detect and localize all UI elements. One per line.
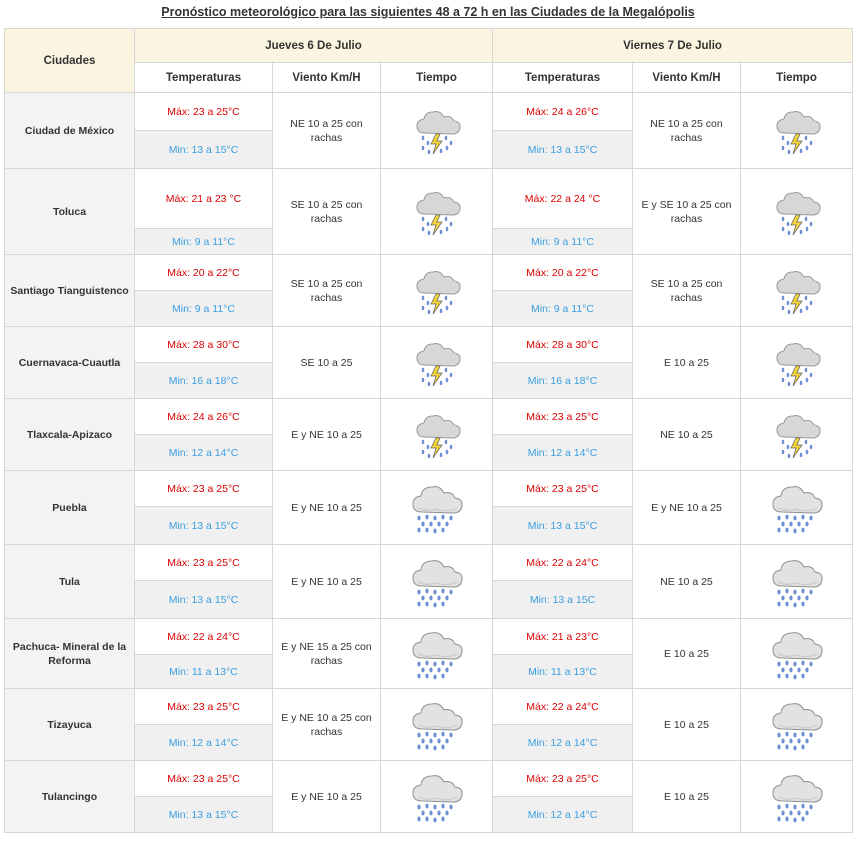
table-row (5, 619, 853, 655)
cloud-rain-lightning-icon (381, 169, 493, 255)
wind-cell: E y NE 10 a 25 (273, 399, 381, 471)
city-name: Cuernavaca-Cuautla (5, 327, 135, 399)
temp-max: Máx: 23 a 25°C (135, 471, 273, 507)
table-row (5, 327, 853, 363)
header-day1: Jueves 6 De Julio (135, 29, 493, 63)
cloud-rain-lightning-icon (381, 255, 493, 327)
temp-max: Máx: 22 a 24°C (135, 619, 273, 655)
temp-min: Min: 12 a 14°C (493, 725, 633, 761)
city-name: Tizayuca (5, 689, 135, 761)
temp-min: Min: 13 a 15°C (135, 581, 273, 619)
temp-max: Máx: 22 a 24 °C (493, 169, 633, 229)
temp-min: Min: 13 a 15°C (493, 131, 633, 169)
temp-max: Máx: 23 a 25°C (135, 545, 273, 581)
header-day2: Viernes 7 De Julio (493, 29, 853, 63)
city-name: Puebla (5, 471, 135, 545)
table-row (5, 689, 853, 725)
header-weather-day1: Tiempo (381, 63, 493, 93)
cloud-heavy-rain-icon (741, 689, 853, 761)
temp-max: Máx: 23 a 25°C (493, 471, 633, 507)
wind-cell: E 10 a 25 (633, 761, 741, 833)
temp-max: Máx: 20 a 22°C (135, 255, 273, 291)
wind-cell: NE 10 a 25 (633, 399, 741, 471)
cloud-heavy-rain-icon (381, 689, 493, 761)
cloud-heavy-rain-icon (381, 471, 493, 545)
city-name: Pachuca- Mineral de la Reforma (5, 619, 135, 689)
temp-max: Máx: 28 a 30°C (493, 327, 633, 363)
cloud-rain-lightning-icon (741, 169, 853, 255)
wind-cell: SE 10 a 25 (273, 327, 381, 399)
wind-cell: E y NE 10 a 25 (273, 471, 381, 545)
cloud-rain-lightning-icon (381, 93, 493, 169)
table-row (5, 471, 853, 507)
table-row (5, 545, 853, 581)
header-wind-day2: Viento Km/H (633, 63, 741, 93)
temp-max: Máx: 21 a 23 °C (135, 169, 273, 229)
temp-min: Min: 12 a 14°C (493, 797, 633, 833)
temp-min: Min: 12 a 14°C (135, 725, 273, 761)
temp-min: Min: 12 a 14°C (135, 435, 273, 471)
wind-cell: NE 10 a 25 con rachas (273, 93, 381, 169)
temp-min: Min: 12 a 14°C (493, 435, 633, 471)
wind-cell: SE 10 a 25 con rachas (273, 255, 381, 327)
temp-min: Min: 16 a 18°C (493, 363, 633, 399)
city-name: Tula (5, 545, 135, 619)
cloud-heavy-rain-icon (381, 545, 493, 619)
city-name: Toluca (5, 169, 135, 255)
temp-min: Min: 13 a 15°C (135, 507, 273, 545)
wind-cell: E 10 a 25 (633, 689, 741, 761)
temp-min: Min: 16 a 18°C (135, 363, 273, 399)
temp-max: Máx: 28 a 30°C (135, 327, 273, 363)
wind-cell: NE 10 a 25 (633, 545, 741, 619)
temp-min: Min: 13 a 15C (493, 581, 633, 619)
temp-min: Min: 9 a 11°C (493, 291, 633, 327)
temp-max: Máx: 20 a 22°C (493, 255, 633, 291)
table-row (5, 399, 853, 435)
wind-cell: E y NE 10 a 25 (273, 761, 381, 833)
temp-min: Min: 11 a 13°C (135, 655, 273, 689)
temp-max: Máx: 23 a 25°C (135, 93, 273, 131)
cloud-rain-lightning-icon (381, 327, 493, 399)
temp-min: Min: 9 a 11°C (135, 229, 273, 255)
cloud-rain-lightning-icon (741, 399, 853, 471)
wind-cell: E y NE 15 a 25 con rachas (273, 619, 381, 689)
temp-max: Máx: 24 a 26°C (493, 93, 633, 131)
temp-max: Máx: 23 a 25°C (493, 761, 633, 797)
temp-max: Máx: 22 a 24°C (493, 689, 633, 725)
city-name: Ciudad de México (5, 93, 135, 169)
header-temp-day1: Temperaturas (135, 63, 273, 93)
cloud-rain-lightning-icon (381, 399, 493, 471)
temp-max: Máx: 24 a 26°C (135, 399, 273, 435)
cloud-heavy-rain-icon (741, 761, 853, 833)
cloud-heavy-rain-icon (741, 471, 853, 545)
city-name: Tlaxcala-Apizaco (5, 399, 135, 471)
cloud-heavy-rain-icon (741, 545, 853, 619)
header-weather-day2: Tiempo (741, 63, 853, 93)
wind-cell: E 10 a 25 (633, 327, 741, 399)
city-name: Santiago Tianguistenco (5, 255, 135, 327)
temp-max: Máx: 23 a 25°C (493, 399, 633, 435)
table-row (5, 255, 853, 291)
temp-min: Min: 13 a 15°C (135, 131, 273, 169)
cloud-heavy-rain-icon (741, 619, 853, 689)
page-title: Pronóstico meteorológico para las siguientes 48 a 72 h en las Ciudades de la Megalópolis (161, 5, 695, 19)
temp-max: Máx: 23 a 25°C (135, 761, 273, 797)
wind-cell: NE 10 a 25 con rachas (633, 93, 741, 169)
wind-cell: E y NE 10 a 25 con rachas (273, 689, 381, 761)
forecast-table (4, 28, 853, 833)
temp-max: Máx: 23 a 25°C (135, 689, 273, 725)
wind-cell: E y NE 10 a 25 (633, 471, 741, 545)
cloud-rain-lightning-icon (741, 327, 853, 399)
wind-cell: E y SE 10 a 25 con rachas (633, 169, 741, 255)
wind-cell: SE 10 a 25 con rachas (633, 255, 741, 327)
temp-min: Min: 9 a 11°C (135, 291, 273, 327)
cloud-rain-lightning-icon (741, 255, 853, 327)
wind-cell: SE 10 a 25 con rachas (273, 169, 381, 255)
temp-max: Máx: 21 a 23°C (493, 619, 633, 655)
temp-min: Min: 11 a 13°C (493, 655, 633, 689)
wind-cell: E y NE 10 a 25 (273, 545, 381, 619)
temp-min: Min: 9 a 11°C (493, 229, 633, 255)
table-row (5, 169, 853, 229)
header-wind-day1: Viento Km/H (273, 63, 381, 93)
cloud-rain-lightning-icon (741, 93, 853, 169)
temp-min: Min: 13 a 15°C (135, 797, 273, 833)
header-temp-day2: Temperaturas (493, 63, 633, 93)
header-cities: Ciudades (5, 29, 135, 93)
wind-cell: E 10 a 25 (633, 619, 741, 689)
cloud-heavy-rain-icon (381, 761, 493, 833)
temp-max: Máx: 22 a 24°C (493, 545, 633, 581)
table-row (5, 761, 853, 797)
city-name: Tulancingo (5, 761, 135, 833)
table-row (5, 93, 853, 131)
cloud-heavy-rain-icon (381, 619, 493, 689)
temp-min: Min: 13 a 15°C (493, 507, 633, 545)
